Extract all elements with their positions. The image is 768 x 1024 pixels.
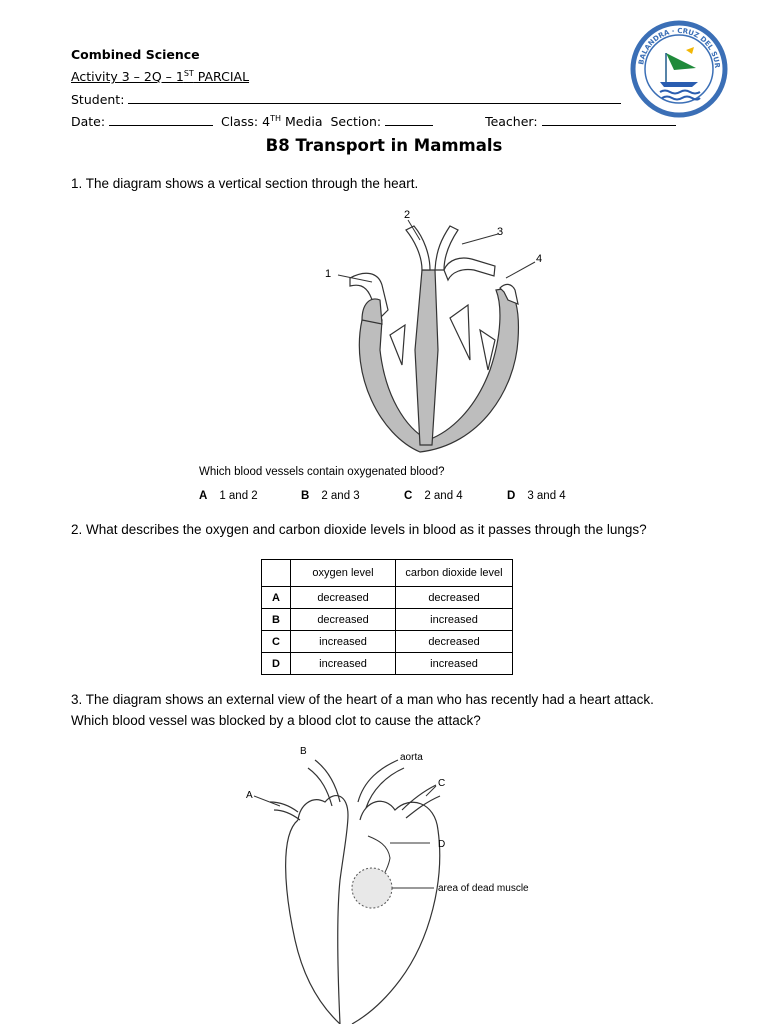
table-cell: decreased xyxy=(396,587,513,609)
table-cell: decreased xyxy=(291,587,396,609)
school-logo xyxy=(630,20,728,118)
q3-label-c: C xyxy=(438,778,446,789)
q3-label-dead-muscle: area of dead muscle xyxy=(438,883,529,894)
table-row[interactable] xyxy=(262,609,513,631)
table-cell: D xyxy=(262,653,291,675)
student-label: Student: xyxy=(71,92,125,107)
q1-label-3: 3 xyxy=(497,226,504,238)
q1-option-a[interactable]: A 1 and 2 xyxy=(199,490,258,502)
q2-text: 2. What describes the oxygen and carbon dioxide levels in blood as it passes through the lungs? xyxy=(71,522,647,537)
q3-label-a: A xyxy=(246,790,253,801)
student-field[interactable] xyxy=(128,91,621,104)
date-label: Date: xyxy=(71,114,106,129)
table-header-cell: carbon dioxide level xyxy=(396,560,513,587)
q2-table xyxy=(261,559,513,675)
q1-option-c[interactable]: C 2 and 4 xyxy=(404,490,463,502)
table-cell: decreased xyxy=(396,631,513,653)
activity-sup: ST xyxy=(183,68,194,78)
table-cell: increased xyxy=(396,609,513,631)
section-field[interactable] xyxy=(385,113,433,126)
section-label: Section: xyxy=(330,114,382,129)
course-name: Combined Science xyxy=(71,47,200,62)
table-header-row xyxy=(262,560,513,587)
table-cell: A xyxy=(262,587,291,609)
activity-main: Activity 3 – 2Q – 1 xyxy=(71,69,184,84)
table-header-cell: oxygen level xyxy=(291,560,396,587)
heart-section-diagram xyxy=(310,200,570,460)
q3-label-b: B xyxy=(300,746,307,757)
q1-option-b[interactable]: B 2 and 3 xyxy=(301,490,360,502)
q1-question: Which blood vessels contain oxygenated blood? xyxy=(199,466,445,478)
table-cell: increased xyxy=(396,653,513,675)
q3-text-line2: Which blood vessel was blocked by a blood clot to cause the attack? xyxy=(71,713,481,728)
table-header-cell xyxy=(262,560,291,587)
activity-tail: PARCIAL xyxy=(193,69,250,84)
logo-ring-text: BALANDRA · CRUZ DEL SUR xyxy=(637,26,722,69)
date-class-row xyxy=(71,113,676,129)
q1-option-d[interactable]: D 3 and 4 xyxy=(507,490,566,502)
table-row[interactable] xyxy=(262,653,513,675)
q1-label-4: 4 xyxy=(536,253,543,265)
table-cell: decreased xyxy=(291,609,396,631)
table-cell: C xyxy=(262,631,291,653)
date-field[interactable] xyxy=(109,113,213,126)
activity-line xyxy=(71,69,249,84)
q3-label-d: D xyxy=(438,839,446,850)
heart-external-diagram xyxy=(240,740,560,1024)
q3-text-line1: 3. The diagram shows an external view of the heart of a man who has recently had a heart attack. xyxy=(71,692,654,707)
table-row[interactable] xyxy=(262,587,513,609)
page-title: B8 Transport in Mammals xyxy=(265,136,503,155)
student-row xyxy=(71,91,621,107)
class-label: Class: 4TH Media xyxy=(221,113,323,129)
q1-label-2: 2 xyxy=(404,209,411,221)
teacher-label: Teacher: xyxy=(485,114,538,129)
q1-label-1: 1 xyxy=(325,268,332,280)
table-cell: increased xyxy=(291,653,396,675)
table-row[interactable] xyxy=(262,631,513,653)
table-cell: increased xyxy=(291,631,396,653)
table-cell: B xyxy=(262,609,291,631)
q1-text: 1. The diagram shows a vertical section through the heart. xyxy=(71,176,419,191)
q3-label-aorta: aorta xyxy=(400,752,423,763)
